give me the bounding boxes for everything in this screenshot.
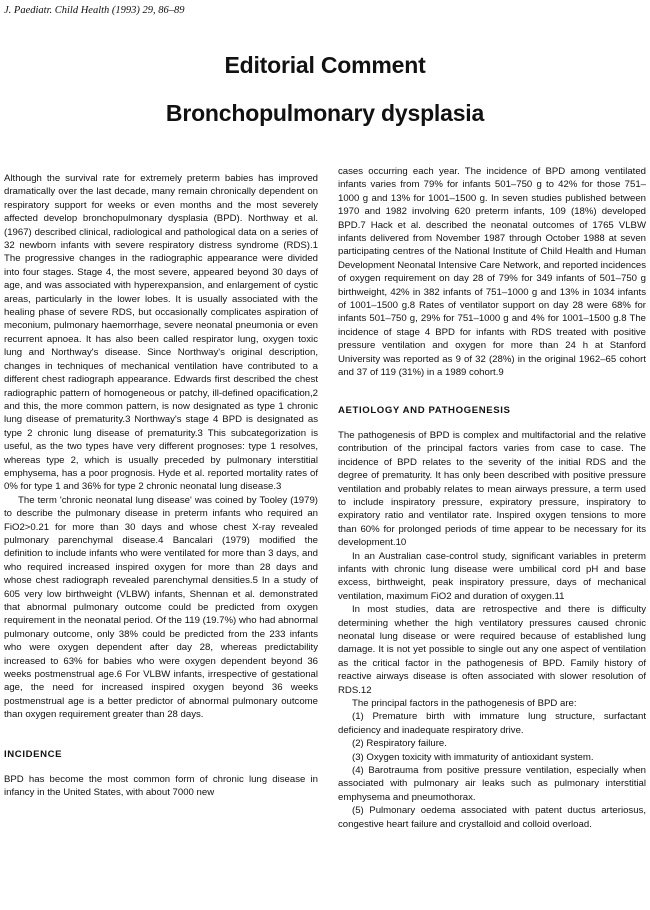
right-column <box>338 165 646 831</box>
list-item: (4) Barotrauma from positive pressure ventilation, especially when associated with pulmonary air leaks such as pulmonary interstitial emphysema and pneumothorax. <box>338 765 646 803</box>
factors-list <box>338 710 646 831</box>
journal-citation: J. Paediatr. Child Health (1993) 29, 86–89 <box>4 5 185 16</box>
left-column <box>4 172 318 800</box>
paragraph-incidence-cont: cases occurring each year. The incidence of BPD among ventilated infants varies from 79% for infants 501–750 g to 42% for those 751–1000 g and 13% for 1001–1500 g. In seven studies published between 1970 and 1982 involving 620 preterm infants, 109 (18%) developed BPD.7 Hack et al. described the neonatal outcomes of 1765 VLBW infants delivered from November 1987 through October 1988 at seven participating centres of the National Institute of Child Health and Human Development Neonatal Intensive Care Network, and reported incidences of oxygen requirement on day 28 of 79% for 349 infants of 501–750 g birthweight, 42% in 382 infants of 751–1000 g and 13% in 1034 infants of 1001–1500 g.8 Rates of ventilator support on day 28 were 68% for infants 501–750 g, 29% for 751–1000 g and 4% for 1001–1500 g.8 The incidence of stage 4 BPD for infants with RDS treated with positive pressure ventilation and oxygen for more than 24 h at Stanford University was reported as 9 of 32 (28%) in the original 1962–65 cohort and 37 of 119 (31%) in a 1989 cohort.9 <box>338 166 646 379</box>
paragraph-factors-intro: The principal factors in the pathogenesis of BPD are: <box>352 698 577 710</box>
list-item: (1) Premature birth with immature lung structure, surfactant deficiency and inadequate respiratory drive. <box>338 711 646 736</box>
list-item: (2) Respiratory failure. <box>352 738 447 750</box>
paragraph-definition: The term 'chronic neonatal lung disease' was coined by Tooley (1979) to describe the pulmonary disease in preterm infants who required an FiO2>0.21 for more than 30 days and whose chest X-ray revealed pulmonary parenchymal disease.4 Bancalari (1979) modified the definition to include infants who were ventilated for more than 3 days, and who required increased inspired oxygen for more than 28 days and whose chest radiograph revealed parenchymal densities.5 In a study of 605 very low birthweight (VLBW) infants, Shennan et al. demonstrated that abnormal pulmonary outcome could be predicted from oxygen requirement in the neonatal period. Of the 119 (19.7%) who had abnormal pulmonary outcome, only 38% could be predicted from the 233 infants who were oxygen dependent after day 28, whereas predictability increased to 63% for babies who were oxygen dependent beyond 36 weeks postmenstrual age.6 For VLBW infants, irrespective of gestational age, the need for increased inspired oxygen beyond 36 weeks postmenstrual age is a better predictor of abnormal pulmonary outcome than oxygen requirement greater than 28 days. <box>4 494 318 721</box>
section-heading-incidence: INCIDENCE <box>4 748 63 760</box>
section-heading-aetiology: AETIOLOGY AND PATHOGENESIS <box>338 404 511 416</box>
section-kicker: Editorial Comment <box>224 52 426 78</box>
paragraph-pathogenesis: The pathogenesis of BPD is complex and multifactorial and the relative contribution of the principal factors varies from case to case. The incidence of BPD relates to the severity of the initial RDS and the degree of prematurity. It has only been described with positive pressure ventilation and probably relates to mean airways pressure, a term used to include inspiratory pressure, expiratory pressure, inspiratory to expiratory ratio and ventilator rate. Inspired oxygen tensions to more than 60% for prolonged periods of time appear to be necessary for its development.10 <box>338 429 646 549</box>
paragraph-intro: Although the survival rate for extremely preterm babies has improved dramatically over the last decade, many remain chronically dependent on respiratory support for weeks or even months and the most severely affected develop bronchopulmonary dysplasia (BPD). Northway et al. (1967) described clinical, radiological and pathological data on a series of 32 newborn infants with severe respiratory distress syndrome (RDS).1 The progressive changes in the radiographic appearance were divided into four stages. Stage 4, the most severe, appeared beyond 30 days of age, and was associated with hyperexpansion, and enlargement of cystic areas, particularly in the lower lobes. It is usually associated with the healing phase of severe RDS, but occasionally complicates aspiration of meconium, pulmonary haemorrhage, severe neonatal pneumonia or even recurrent apnoea. It has also been called respirator lung, oxygen toxic lung and Northway's disease. Since Northway's original description, changes in techniques of mechanical ventilation have contributed to a different chest radiograph appearance. Edwards first described the chest radiographic pattern of homogeneous or patchy, ill-defined opacification,2 and this, the more common pattern, is now designated as type 1 chronic lung disease of prematurity.3 Northway's stage 4 BPD is designated as type 2 chronic lung disease of prematurity.3 This subcategorization is useful, as the two types have very different prognoses: type 1 resolves, whereas type 2, which is usually preceded by pulmonary interstitial emphysema, has a poor prognosis. Hyde et al. reported mortality rates of 0% for type 1 and 36% for type 2 chronic neonatal lung disease.3 <box>4 173 318 493</box>
list-item: (3) Oxygen toxicity with immaturity of antioxidant system. <box>352 751 594 763</box>
list-item: (5) Pulmonary oedema associated with patent ductus arteriosus, congestive heart failure and crystalloid and colloid overload. <box>338 805 646 830</box>
paragraph-retrospective: In most studies, data are retrospective and there is difficulty determining whether the high ventilatory pressures caused chronic neonatal lung disease or were required because of established lung damage. It is not yet possible to single out any one aspect of ventilation as the critical factor in the pathogenesis of BPD. Family history of reactive airways disease is often associated with slower resolution of RDS.12 <box>338 604 646 696</box>
article-title: Bronchopulmonary dysplasia <box>165 100 485 126</box>
paragraph-incidence-start: BPD has become the most common form of chronic lung disease in infancy in the United States, with about 7000 new <box>4 774 318 799</box>
paragraph-case-control: In an Australian case-control study, significant variables in preterm infants with chronic lung disease were umbilical cord pH and base excess, birthweight, peak inspiratory pressure, days of mechanical ventilation, maximum FiO2 and duration of oxygen.11 <box>338 550 646 602</box>
